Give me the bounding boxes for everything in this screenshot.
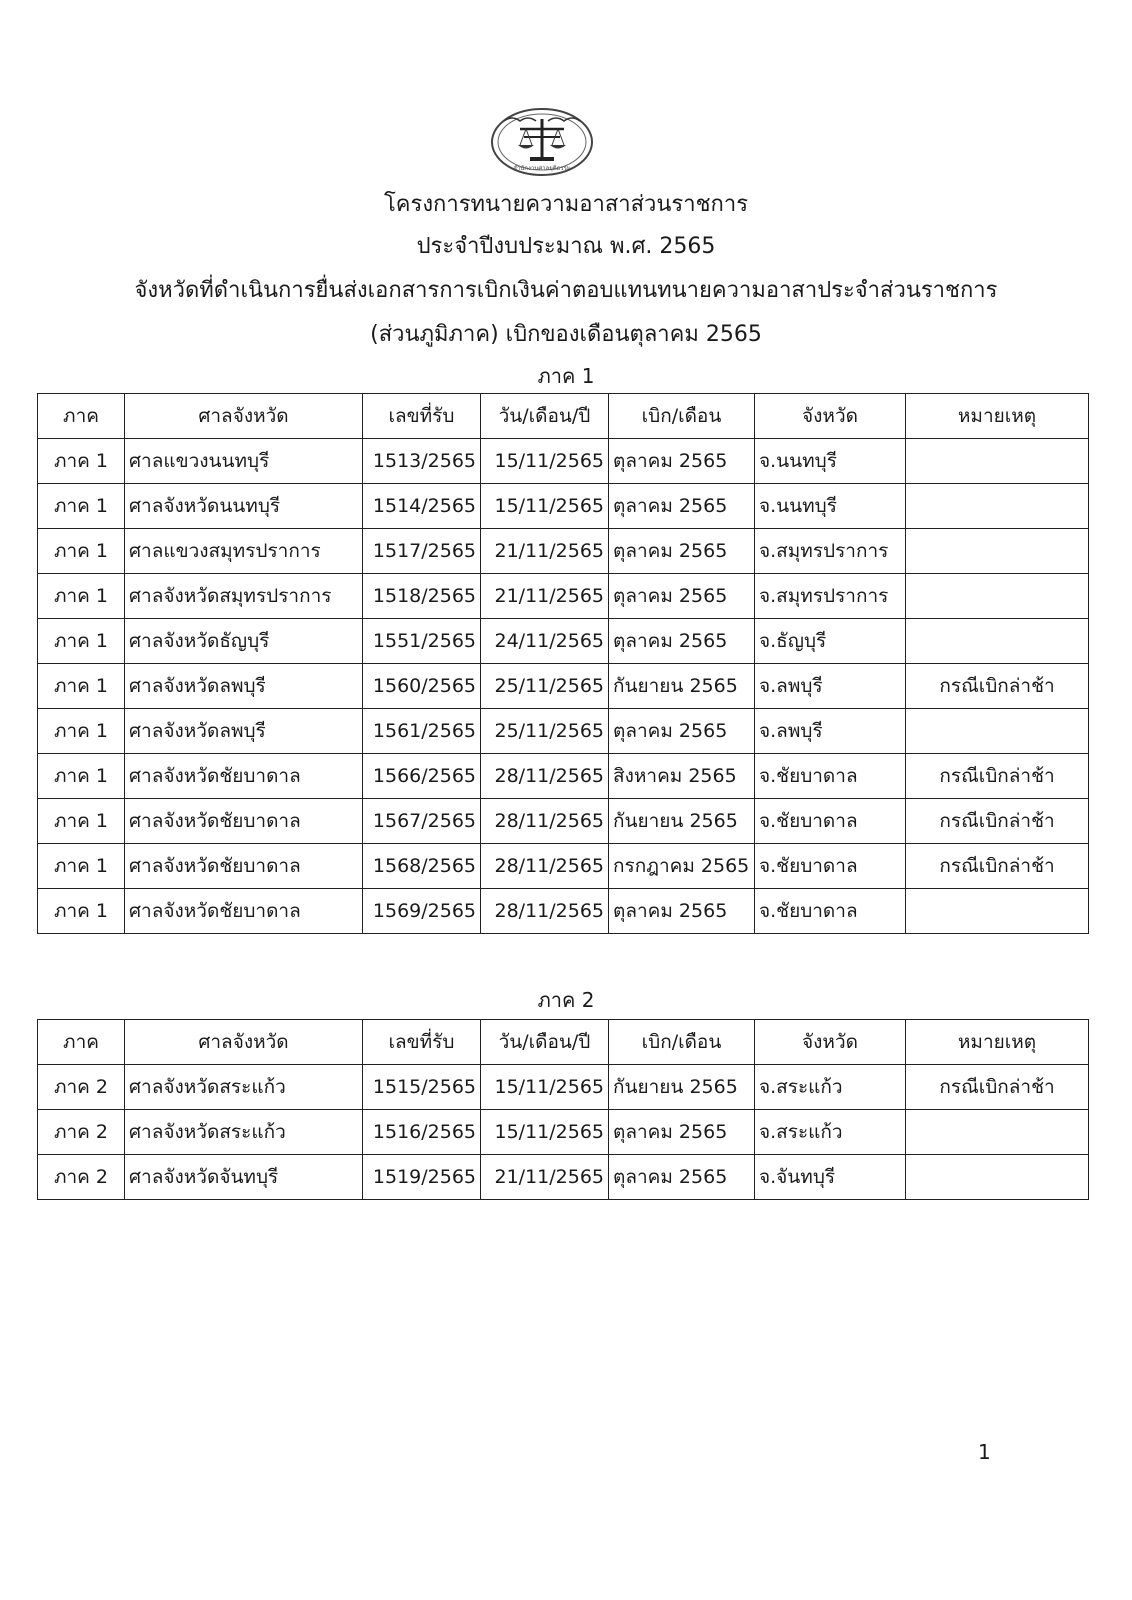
table-row bbox=[38, 574, 1089, 619]
column-header: จังหวัด bbox=[755, 1020, 906, 1065]
date-cell: 28/11/2565 bbox=[481, 889, 609, 934]
column-header: วัน/เดือน/ปี bbox=[481, 394, 609, 439]
province-cell: จ.ชัยบาดาล bbox=[755, 889, 906, 934]
court-cell: ศาลจังหวัดจันทบุรี bbox=[125, 1155, 363, 1200]
remark-cell: กรณีเบิกล่าช้า bbox=[906, 844, 1089, 889]
table-row bbox=[38, 529, 1089, 574]
remark-cell: กรณีเบิกล่าช้า bbox=[906, 1065, 1089, 1110]
seal-text: สำนักงานศาลยุติธรรม bbox=[513, 165, 571, 172]
section-caption-region-2: ภาค 2 bbox=[537, 988, 595, 1012]
table-header-row bbox=[38, 1020, 1089, 1065]
province-cell: จ.ลพบุรี bbox=[755, 664, 906, 709]
province-cell: จ.ชัยบาดาล bbox=[755, 844, 906, 889]
claim-month-cell: สิงหาคม 2565 bbox=[609, 754, 755, 799]
claim-month-cell: กันยายน 2565 bbox=[609, 799, 755, 844]
date-cell: 24/11/2565 bbox=[481, 619, 609, 664]
claim-month-cell: กันยายน 2565 bbox=[609, 1065, 755, 1110]
date-cell: 15/11/2565 bbox=[481, 439, 609, 484]
table-row bbox=[38, 709, 1089, 754]
date-cell: 15/11/2565 bbox=[481, 1065, 609, 1110]
region-cell: ภาค 1 bbox=[38, 529, 125, 574]
table-row bbox=[38, 754, 1089, 799]
remark-cell bbox=[906, 484, 1089, 529]
section-caption-region-1: ภาค 1 bbox=[537, 364, 595, 388]
court-cell: ศาลจังหวัดลพบุรี bbox=[125, 709, 363, 754]
region-cell: ภาค 2 bbox=[38, 1110, 125, 1155]
column-header: หมายเหตุ bbox=[906, 1020, 1089, 1065]
column-header: เลขที่รับ bbox=[363, 394, 481, 439]
claim-month-cell: ตุลาคม 2565 bbox=[609, 889, 755, 934]
court-cell: ศาลจังหวัดสมุทรปราการ bbox=[125, 574, 363, 619]
date-cell: 28/11/2565 bbox=[481, 754, 609, 799]
page-number: 1 bbox=[978, 1440, 991, 1464]
column-header: ศาลจังหวัด bbox=[125, 1020, 363, 1065]
region-cell: ภาค 1 bbox=[38, 664, 125, 709]
remark-cell bbox=[906, 439, 1089, 484]
province-cell: จ.สมุทรปราการ bbox=[755, 529, 906, 574]
receipt-number-cell: 1567/2565 bbox=[363, 799, 481, 844]
column-header: จังหวัด bbox=[755, 394, 906, 439]
region-cell: ภาค 1 bbox=[38, 619, 125, 664]
claim-month-cell: ตุลาคม 2565 bbox=[609, 529, 755, 574]
table-row bbox=[38, 619, 1089, 664]
court-cell: ศาลจังหวัดชัยบาดาล bbox=[125, 754, 363, 799]
title-description: จังหวัดที่ดำเนินการยื่นส่งเอกสารการเบิกเงินค่าตอบแทนทนายความอาสาประจำส่วนราชการ bbox=[134, 278, 998, 303]
remark-cell bbox=[906, 619, 1089, 664]
court-cell: ศาลจังหวัดชัยบาดาล bbox=[125, 889, 363, 934]
province-cell: จ.จันทบุรี bbox=[755, 1155, 906, 1200]
remark-cell: กรณีเบิกล่าช้า bbox=[906, 799, 1089, 844]
table-header-row bbox=[38, 394, 1089, 439]
receipt-number-cell: 1517/2565 bbox=[363, 529, 481, 574]
remark-cell bbox=[906, 1110, 1089, 1155]
title-period: (ส่วนภูมิภาค) เบิกของเดือนตุลาคม 2565 bbox=[370, 322, 762, 347]
date-cell: 25/11/2565 bbox=[481, 664, 609, 709]
region-cell: ภาค 1 bbox=[38, 799, 125, 844]
column-header: เบิก/เดือน bbox=[609, 394, 755, 439]
claim-month-cell: กรกฎาคม 2565 bbox=[609, 844, 755, 889]
title-project: โครงการทนายความอาสาส่วนราชการ bbox=[383, 192, 749, 217]
region-1-table bbox=[37, 393, 1089, 934]
date-cell: 28/11/2565 bbox=[481, 799, 609, 844]
date-cell: 21/11/2565 bbox=[481, 529, 609, 574]
date-cell: 25/11/2565 bbox=[481, 709, 609, 754]
province-cell: จ.ชัยบาดาล bbox=[755, 799, 906, 844]
table-row bbox=[38, 484, 1089, 529]
receipt-number-cell: 1514/2565 bbox=[363, 484, 481, 529]
remark-cell bbox=[906, 1155, 1089, 1200]
court-cell: ศาลแขวงนนทบุรี bbox=[125, 439, 363, 484]
region-cell: ภาค 2 bbox=[38, 1155, 125, 1200]
region-cell: ภาค 1 bbox=[38, 574, 125, 619]
date-cell: 28/11/2565 bbox=[481, 844, 609, 889]
province-cell: จ.สระแก้ว bbox=[755, 1110, 906, 1155]
province-cell: จ.นนทบุรี bbox=[755, 484, 906, 529]
court-cell: ศาลจังหวัดชัยบาดาล bbox=[125, 844, 363, 889]
claim-month-cell: ตุลาคม 2565 bbox=[609, 1110, 755, 1155]
province-cell: จ.สระแก้ว bbox=[755, 1065, 906, 1110]
remark-cell bbox=[906, 529, 1089, 574]
title-fiscal-year: ประจำปีงบประมาณ พ.ศ. 2565 bbox=[416, 234, 716, 259]
remark-cell bbox=[906, 709, 1089, 754]
receipt-number-cell: 1561/2565 bbox=[363, 709, 481, 754]
column-header: ภาค bbox=[38, 394, 125, 439]
column-header: เบิก/เดือน bbox=[609, 1020, 755, 1065]
receipt-number-cell: 1518/2565 bbox=[363, 574, 481, 619]
table-row bbox=[38, 1155, 1089, 1200]
table-row bbox=[38, 799, 1089, 844]
remark-cell: กรณีเบิกล่าช้า bbox=[906, 754, 1089, 799]
receipt-number-cell: 1566/2565 bbox=[363, 754, 481, 799]
receipt-number-cell: 1513/2565 bbox=[363, 439, 481, 484]
table-row bbox=[38, 439, 1089, 484]
date-cell: 15/11/2565 bbox=[481, 484, 609, 529]
court-cell: ศาลจังหวัดสระแก้ว bbox=[125, 1065, 363, 1110]
court-cell: ศาลแขวงสมุทรปราการ bbox=[125, 529, 363, 574]
remark-cell bbox=[906, 889, 1089, 934]
remark-cell: กรณีเบิกล่าช้า bbox=[906, 664, 1089, 709]
receipt-number-cell: 1560/2565 bbox=[363, 664, 481, 709]
column-header: เลขที่รับ bbox=[363, 1020, 481, 1065]
table-row bbox=[38, 664, 1089, 709]
province-cell: จ.ลพบุรี bbox=[755, 709, 906, 754]
court-cell: ศาลจังหวัดลพบุรี bbox=[125, 664, 363, 709]
column-header: ภาค bbox=[38, 1020, 125, 1065]
date-cell: 21/11/2565 bbox=[481, 1155, 609, 1200]
table-row bbox=[38, 889, 1089, 934]
receipt-number-cell: 1551/2565 bbox=[363, 619, 481, 664]
receipt-number-cell: 1519/2565 bbox=[363, 1155, 481, 1200]
column-header: วัน/เดือน/ปี bbox=[481, 1020, 609, 1065]
remark-cell bbox=[906, 574, 1089, 619]
claim-month-cell: ตุลาคม 2565 bbox=[609, 1155, 755, 1200]
date-cell: 21/11/2565 bbox=[481, 574, 609, 619]
court-seal-logo bbox=[490, 107, 594, 177]
region-cell: ภาค 1 bbox=[38, 484, 125, 529]
claim-month-cell: ตุลาคม 2565 bbox=[609, 439, 755, 484]
claim-month-cell: ตุลาคม 2565 bbox=[609, 619, 755, 664]
province-cell: จ.ธัญบุรี bbox=[755, 619, 906, 664]
claim-month-cell: ตุลาคม 2565 bbox=[609, 709, 755, 754]
court-cell: ศาลจังหวัดชัยบาดาล bbox=[125, 799, 363, 844]
date-cell: 15/11/2565 bbox=[481, 1110, 609, 1155]
region-cell: ภาค 1 bbox=[38, 844, 125, 889]
receipt-number-cell: 1515/2565 bbox=[363, 1065, 481, 1110]
receipt-number-cell: 1516/2565 bbox=[363, 1110, 481, 1155]
court-cell: ศาลจังหวัดสระแก้ว bbox=[125, 1110, 363, 1155]
claim-month-cell: ตุลาคม 2565 bbox=[609, 574, 755, 619]
region-cell: ภาค 1 bbox=[38, 439, 125, 484]
region-cell: ภาค 1 bbox=[38, 709, 125, 754]
region-2-table bbox=[37, 1019, 1089, 1200]
receipt-number-cell: 1568/2565 bbox=[363, 844, 481, 889]
column-header: หมายเหตุ bbox=[906, 394, 1089, 439]
claim-month-cell: ตุลาคม 2565 bbox=[609, 484, 755, 529]
region-cell: ภาค 1 bbox=[38, 754, 125, 799]
table-row bbox=[38, 1065, 1089, 1110]
region-cell: ภาค 1 bbox=[38, 889, 125, 934]
court-cell: ศาลจังหวัดธัญบุรี bbox=[125, 619, 363, 664]
receipt-number-cell: 1569/2565 bbox=[363, 889, 481, 934]
court-cell: ศาลจังหวัดนนทบุรี bbox=[125, 484, 363, 529]
province-cell: จ.นนทบุรี bbox=[755, 439, 906, 484]
table-row bbox=[38, 844, 1089, 889]
region-cell: ภาค 2 bbox=[38, 1065, 125, 1110]
column-header: ศาลจังหวัด bbox=[125, 394, 363, 439]
claim-month-cell: กันยายน 2565 bbox=[609, 664, 755, 709]
table-row bbox=[38, 1110, 1089, 1155]
province-cell: จ.ชัยบาดาล bbox=[755, 754, 906, 799]
province-cell: จ.สมุทรปราการ bbox=[755, 574, 906, 619]
